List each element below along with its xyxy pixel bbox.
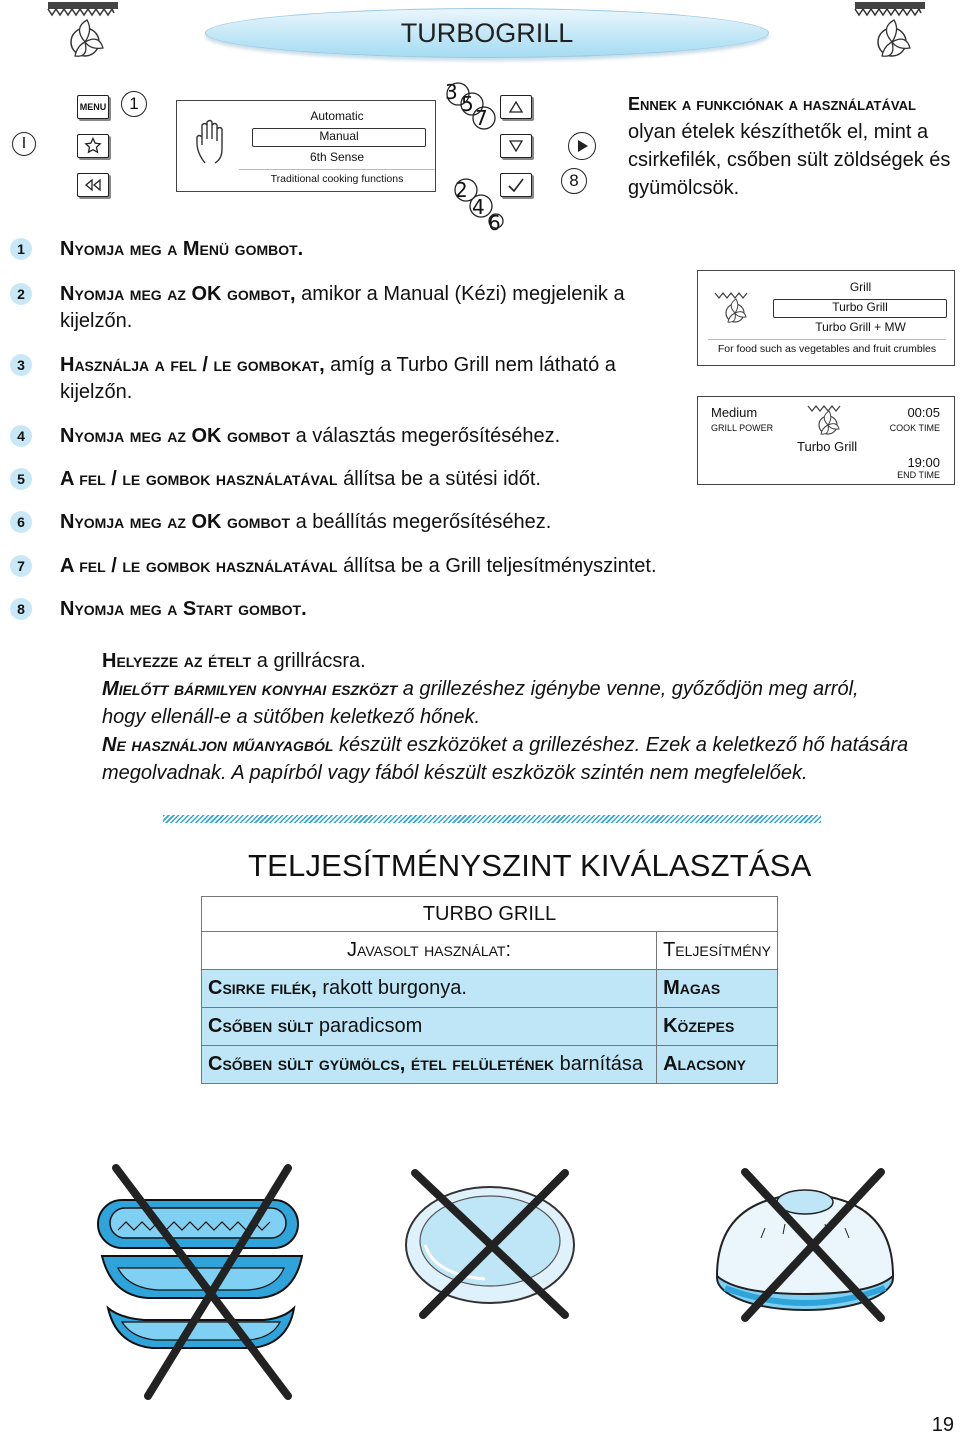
usage-cell: Csőben sült gyümölcs, étel felületének barnítása bbox=[202, 1046, 657, 1084]
plastic-containers-crossed-out bbox=[88, 1160, 318, 1400]
grill-settings-display bbox=[697, 396, 955, 485]
step-1: Nyomja meg a Menü gombot. bbox=[60, 238, 304, 260]
display-line-traditional: Traditional cooking functions bbox=[270, 173, 404, 185]
mode-label: Turbo Grill bbox=[797, 439, 858, 454]
ok-button[interactable] bbox=[500, 173, 532, 197]
step-number: 2 bbox=[10, 283, 32, 305]
menu-button[interactable]: MENU bbox=[77, 95, 109, 119]
step-5: A fel / le gombok használatával állítsa be a sütési időt. bbox=[60, 468, 541, 490]
callout-7: 7 bbox=[475, 106, 488, 130]
callout-8: 8 bbox=[561, 168, 587, 194]
triangle-up-icon bbox=[508, 100, 524, 114]
note-2: Mielőtt bármilyen konyhai eszközt a grillezéshez igénybe venne, győződjön meg arról, hogy ellenáll-e a sütőben keletkező hőnek. bbox=[102, 678, 859, 728]
step-number: 8 bbox=[10, 598, 32, 620]
step-6: Nyomja meg az OK gombot a beállítás megerősítéséhez. bbox=[60, 511, 552, 533]
display1-turbo-grill: Turbo Grill bbox=[773, 299, 947, 318]
page-number: 19 bbox=[931, 1414, 954, 1436]
step-number: 4 bbox=[10, 425, 32, 447]
power-level-cell: Magas bbox=[657, 970, 778, 1008]
display1-turbo-grill-mw: Turbo Grill + MW bbox=[815, 320, 906, 334]
table-row bbox=[202, 1008, 778, 1046]
power-table bbox=[201, 896, 778, 1084]
hand-icon bbox=[195, 119, 235, 167]
display1-caption: For food such as vegetables and fruit crumbles bbox=[717, 343, 937, 355]
cook-time-value: 00:05 bbox=[907, 405, 940, 420]
step-7: A fel / le gombok használatával állítsa be a Grill teljesítményszintet. bbox=[60, 555, 657, 577]
power-section-title: TELJESÍTMÉNYSZINT KIVÁLASZTÁSA bbox=[248, 848, 812, 883]
left-turbogrill-icon bbox=[45, 2, 120, 72]
play-icon bbox=[575, 139, 589, 153]
display-line-6th-sense: 6th Sense bbox=[309, 150, 365, 164]
grill-power-value: Medium bbox=[711, 405, 758, 420]
star-icon bbox=[84, 137, 102, 155]
favourite-button[interactable] bbox=[77, 134, 109, 158]
note-1: Helyezze az ételt a grillrácsra. bbox=[102, 650, 366, 672]
step-number: 1 bbox=[10, 238, 32, 260]
column-header-usage: Javasolt használat: bbox=[202, 932, 657, 970]
down-button[interactable] bbox=[500, 134, 532, 158]
step-number: 5 bbox=[10, 468, 32, 490]
cook-time-label: COOK TIME bbox=[889, 423, 940, 433]
triangle-down-icon bbox=[508, 139, 524, 153]
callout-1: 1 bbox=[121, 91, 147, 117]
grill-selection-display bbox=[697, 270, 955, 366]
turbogrill-fan-icon bbox=[806, 403, 846, 439]
grill-power-label: GRILL POWER bbox=[711, 423, 774, 433]
step-number: 7 bbox=[10, 555, 32, 577]
table-row bbox=[202, 970, 778, 1008]
end-time-value: 19:00 bbox=[907, 455, 940, 470]
intro-paragraph bbox=[628, 90, 958, 202]
display1-grill: Grill bbox=[849, 280, 872, 294]
step-2: Nyomja meg az OK gombot, amikor a Manual (Kézi) megjelenik a kijelzőn. bbox=[60, 283, 625, 332]
step-number: 6 bbox=[10, 511, 32, 533]
checkmark-icon bbox=[507, 177, 525, 193]
table-row bbox=[202, 1046, 778, 1084]
column-header-power: Teljesítmény bbox=[657, 932, 778, 970]
note-3: Ne használjon műanyagból készült eszközöket a grillezéshez. Ezek a keletkező hő hatására megolvadnak. A papírból vagy fából készült eszközök szintén nem megfelelőek. bbox=[102, 734, 909, 784]
back-button[interactable] bbox=[77, 173, 109, 197]
step-4: Nyomja meg az OK gombot a választás megerősítéséhez. bbox=[60, 425, 561, 447]
callout-6: 6 bbox=[488, 211, 501, 235]
mode-display bbox=[176, 100, 436, 192]
callout-2: 2 bbox=[455, 178, 468, 202]
callout-3: 3 bbox=[445, 80, 458, 104]
display-line-manual: Manual bbox=[252, 128, 426, 147]
display-line-automatic: Automatic bbox=[310, 109, 364, 123]
decorative-divider bbox=[163, 815, 821, 823]
side-label-badge: I bbox=[12, 132, 36, 156]
callout-4: 4 bbox=[472, 195, 485, 219]
start-button[interactable] bbox=[568, 132, 596, 160]
end-time-label: END TIME bbox=[897, 470, 940, 480]
table-title: TURBO GRILL bbox=[202, 897, 778, 932]
step-3: Használja a fel / le gombokat, amíg a Turbo Grill nem látható a kijelzőn. bbox=[60, 354, 616, 403]
intro-lead: Ennek a funkciónak a használatával bbox=[628, 94, 916, 114]
power-level-cell: Alacsony bbox=[657, 1046, 778, 1084]
turbogrill-fan-icon bbox=[713, 289, 753, 329]
step-8: Nyomja meg a Start gombot. bbox=[60, 598, 307, 620]
page-title: TURBOGRILL bbox=[205, 8, 769, 58]
callout-5: 5 bbox=[461, 92, 474, 116]
usage-cell: Csőben sült paradicsom bbox=[202, 1008, 657, 1046]
usage-cell: Csirke filék, rakott burgonya. bbox=[202, 970, 657, 1008]
rewind-icon bbox=[83, 178, 103, 192]
right-turbogrill-icon bbox=[852, 2, 927, 72]
callout-circles bbox=[444, 82, 504, 232]
power-level-cell: Közepes bbox=[657, 1008, 778, 1046]
up-button[interactable] bbox=[500, 95, 532, 119]
plastic-cover-crossed-out bbox=[705, 1168, 905, 1328]
step-number: 3 bbox=[10, 354, 32, 376]
intro-text: olyan ételek készíthetők el, mint a csirkefilék, csőben sült zöldségek és gyümölcsök. bbox=[628, 121, 951, 199]
glass-plate-crossed-out bbox=[395, 1165, 585, 1325]
